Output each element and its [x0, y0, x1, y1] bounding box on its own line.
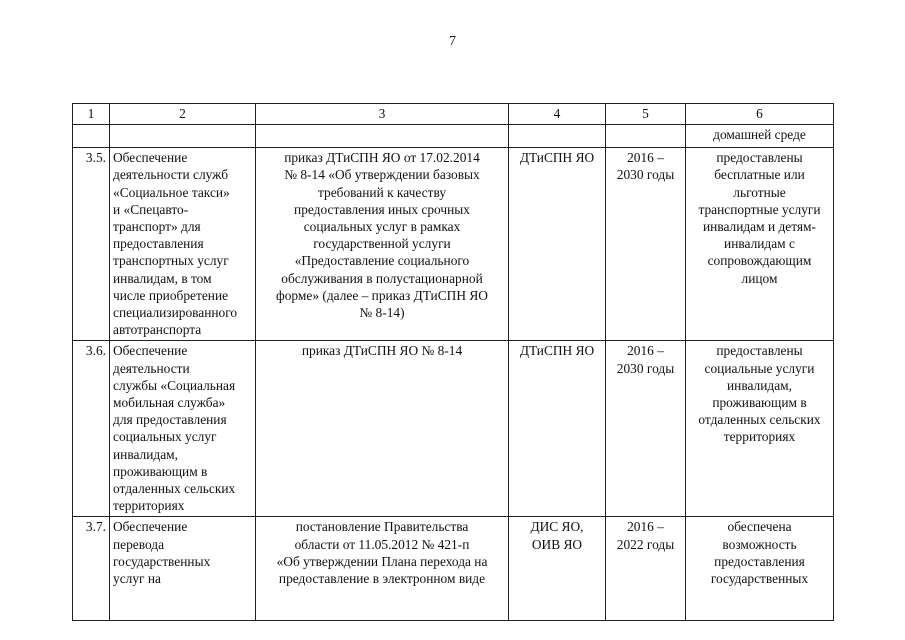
page-number: 7: [449, 34, 456, 49]
table-row-continuation: [73, 125, 834, 148]
measures-table: [72, 103, 834, 621]
executor-cell: ДТиСПН ЯО: [509, 148, 606, 341]
period-cell: 2016 – 2030 годы: [606, 148, 686, 341]
executor-cell: ДИС ЯО, ОИВ ЯО: [509, 517, 606, 621]
document-cell: постановление Правительства области от 11.05.2012 № 421-п «Об утверждении Плана перехода на предоставление в электронном виде: [256, 517, 509, 621]
row-number-cell: 3.7.: [73, 517, 110, 621]
document-cell: приказ ДТиСПН ЯО № 8-14: [256, 341, 509, 517]
document-cell: приказ ДТиСПН ЯО от 17.02.2014 № 8-14 «Об утверждении базовых требований к качеству предоставления иных срочных социальных услуг в рамках государственной услуги «Предоставление социального обслуживания в полустационарной форме» (далее – приказ ДТиСПН ЯО № 8-14): [256, 148, 509, 341]
result-cell: обеспечена возможность предоставления государственных: [686, 517, 834, 621]
measure-cell: [110, 125, 256, 148]
row-number-cell: 3.5.: [73, 148, 110, 341]
table-row: [73, 148, 834, 341]
result-cell: предоставлены бесплатные или льготные транспортные услуги инвалидам и детям- инвалидам с сопровождающим лицом: [686, 148, 834, 341]
executor-cell: [509, 125, 606, 148]
column-header: 5: [606, 104, 686, 125]
column-header: 4: [509, 104, 606, 125]
column-header: 3: [256, 104, 509, 125]
document-cell: [256, 125, 509, 148]
column-header: 2: [110, 104, 256, 125]
table-row: [73, 341, 834, 517]
measure-cell: Обеспечение деятельности службы «Социальная мобильная служба» для предоставления социальных услуг инвалидам, проживающим в отдаленных сельских территориях: [110, 341, 256, 517]
result-cell: домашней среде: [686, 125, 834, 148]
table-header-row: [73, 104, 834, 125]
column-header: 6: [686, 104, 834, 125]
row-number-cell: 3.6.: [73, 341, 110, 517]
period-cell: 2016 – 2022 годы: [606, 517, 686, 621]
measure-cell: Обеспечение деятельности служб «Социальное такси» и «Спецавто- транспорт» для предоставления транспортных услуг инвалидам, в том числе приобретение специализированного автотранспорта: [110, 148, 256, 341]
period-cell: [606, 125, 686, 148]
measure-cell: Обеспечение перевода государственных услуг на: [110, 517, 256, 621]
executor-cell: ДТиСПН ЯО: [509, 341, 606, 517]
column-header: 1: [73, 104, 110, 125]
result-cell: предоставлены социальные услуги инвалидам, проживающим в отдаленных сельских территориях: [686, 341, 834, 517]
period-cell: 2016 – 2030 годы: [606, 341, 686, 517]
row-number-cell: [73, 125, 110, 148]
table-row: [73, 517, 834, 621]
